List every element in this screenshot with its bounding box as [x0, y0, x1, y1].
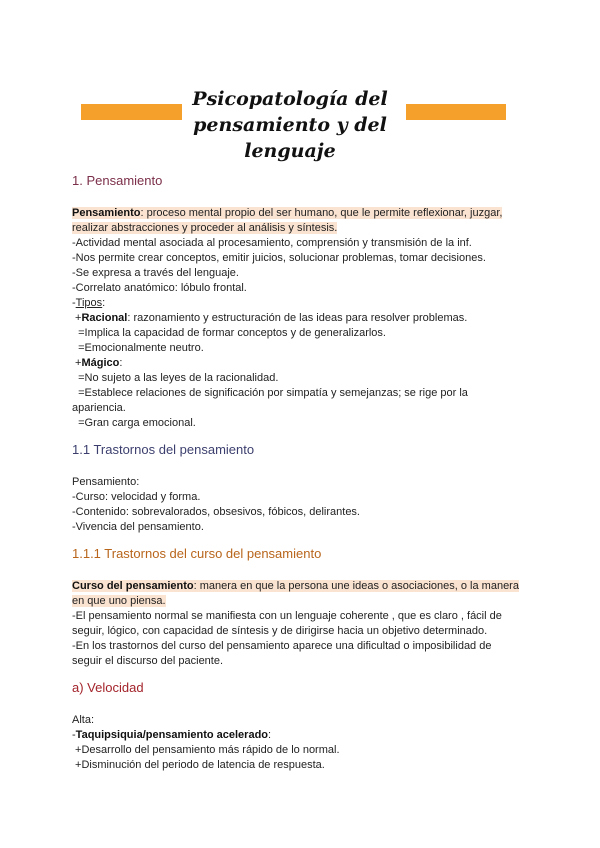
definition-text-2: realizar abstracciones y proceder al análisis y síntesis. [72, 222, 338, 234]
text-line: -Contenido: sobrevalorados, obsesivos, fóbicos, delirantes. [72, 506, 360, 518]
term: Curso del pensamiento [72, 580, 194, 592]
text-line: -Actividad mental asociada al procesamiento, comprensión y transmisión de la inf. [72, 237, 472, 249]
text-line: Pensamiento: [72, 476, 140, 488]
text-line: -Correlato anatómico: lóbulo frontal. [72, 282, 247, 294]
title-line-1: Psicopatología del [192, 88, 388, 110]
title-line-2: pensamiento y del lenguaje [193, 114, 387, 162]
text-line: =Emocionalmente neutro. [72, 342, 204, 354]
term: Taquipsiquia/pensamiento acelerado [75, 729, 269, 741]
document-body: 1. Pensamiento Pensamiento: proceso mental propio del ser humano, que le permite reflexionar, juzgar, realizar abstracciones y proceder al análisis y síntesis. -Actividad mental asociada al procesamiento, comprensión y transmisión de la inf. -Nos permite crear conceptos, emitir juicios, solucionar problemas, tomar decisiones. -Se expresa a través del lenguaje. -Correlato anatómico: lóbulo frontal. -Tipos: +Racional: razonamiento y estructuración de las ideas para resolver problemas. =Implica la capacidad de formar conceptos y de generalizarlos. =Emocionalmente neutro. +Mágico: =No sujeto a las leyes de la racionalidad. =Establece relaciones de significación por simpatía y semejanzas; se rige por la apariencia. =Gran carga emocional. 1.1 Trastornos del pensamiento Pensamiento: -Curso: velocidad y forma. -Contenido: sobrevalorados, obsesivos, fóbicos, delirantes. -Vivencia del pensamiento. 1.1.1 Trastornos del curso del pensamiento Curso del pensamiento: manera en que la persona une ideas o asociaciones, o la manera en que uno piensa. -El pensamiento normal se manifiesta con un lenguaje coherente , que es claro , fácil de seguir, lógico, con capacidad de síntesis y de dirigirse hacia un objetivo determinado. -En los trastornos del curso del pensamiento aparece una dificultad o imposibilidad de seguir el discurso del paciente. a) Velocidad Alta: -Taquipsiquia/pensamiento acelerado: +Desarrollo del pensamiento más rápido de lo normal. +Disminución del periodo de latencia de respuesta. [72, 172, 542, 773]
text-line: -El pensamiento normal se manifiesta con un lenguaje coherente , que es claro , fácil de [72, 610, 502, 622]
tipos-line: -Tipos: [72, 297, 106, 309]
text-line: =Implica la capacidad de formar conceptos y de generalizarlos. [72, 327, 386, 339]
magico-line: +Mágico: [72, 357, 123, 369]
text-line: =Gran carga emocional. [72, 417, 196, 429]
text-line: -Curso: velocidad y forma. [72, 491, 201, 503]
racional-line: +Racional: razonamiento y estructuración de las ideas para resolver problemas. [72, 312, 468, 324]
term: Pensamiento [72, 207, 141, 219]
text-line: -Nos permite crear conceptos, emitir juicios, solucionar problemas, tomar decisiones. [72, 252, 486, 264]
tipos-label: Tipos [75, 297, 103, 309]
text-line: -Vivencia del pensamiento. [72, 521, 204, 533]
definition-pensamiento [72, 206, 542, 221]
text-line: seguir, lógico, con capacidad de síntesis y de dirigirse hacia un objetivo determinado. [72, 625, 488, 637]
page-title [150, 86, 430, 164]
text-line: -Se expresa a través del lenguaje. [72, 267, 239, 279]
text-line: -En los trastornos del curso del pensamiento aparece una dificultad o imposibilidad de [72, 640, 492, 652]
text-line: seguir el discurso del paciente. [72, 655, 224, 667]
text-line: =No sujeto a las leyes de la racionalidad. [72, 372, 279, 384]
text-line: =Establece relaciones de significación por simpatía y semejanzas; se rige por la [72, 387, 468, 399]
section-heading-trastornos: 1.1 Trastornos del pensamiento [72, 442, 255, 457]
text-line: Alta: [72, 714, 95, 726]
definition-text-1: : proceso mental propio del ser humano, que le permite reflexionar, juzgar, [140, 207, 503, 219]
section-heading-pensamiento: 1. Pensamiento [72, 173, 163, 188]
text-line: +Desarrollo del pensamiento más rápido de lo normal. [72, 744, 340, 756]
section-heading-curso: 1.1.1 Trastornos del curso del pensamiento [72, 546, 322, 561]
text-line: apariencia. [72, 402, 126, 414]
term: Racional [81, 312, 128, 324]
taquipsiquia-line: -Taquipsiquia/pensamiento acelerado: [72, 729, 272, 741]
term: Mágico [81, 357, 120, 369]
definition-curso: Curso del pensamiento: manera en que la persona une ideas o asociaciones, o la manera [72, 580, 519, 592]
text-line: +Disminución del periodo de latencia de respuesta. [72, 759, 325, 771]
section-heading-velocidad: a) Velocidad [72, 680, 144, 695]
